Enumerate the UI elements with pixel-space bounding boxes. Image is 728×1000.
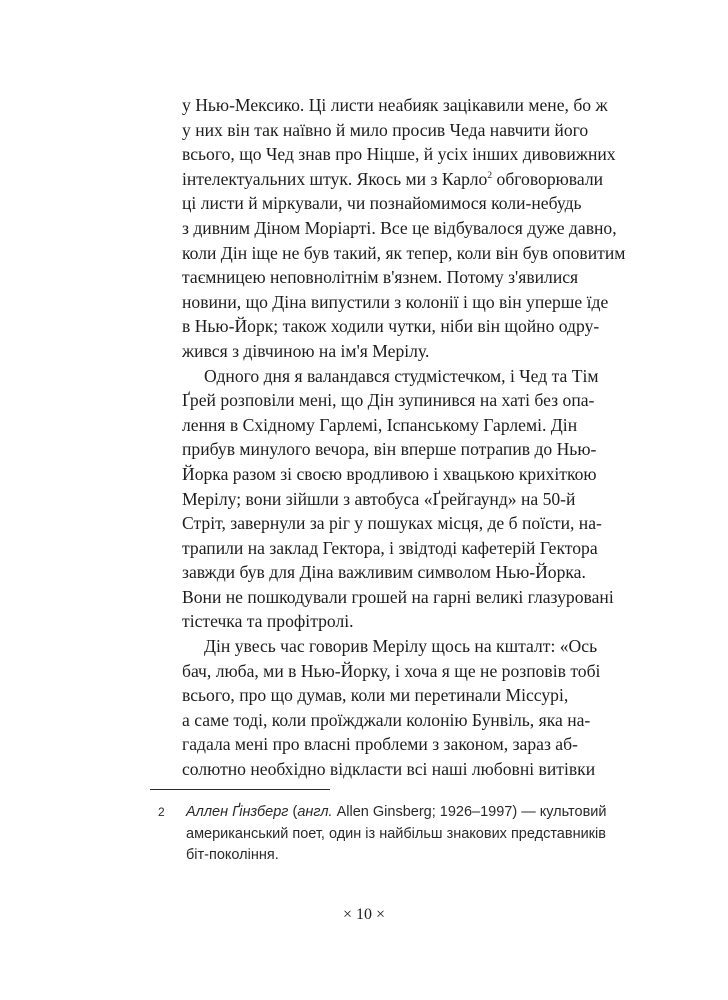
text-line: гадала мені про власні проблеми з законом, зараз аб-: [182, 734, 578, 755]
text-line: новини, що Діна випустили з колонії і що він уперше їде: [182, 291, 609, 312]
text-line: у них він так наївно й мило просив Чеда навчити його: [182, 119, 589, 140]
text-line: всього, що Чед знав про Ніцше, й усіх інших дивовижних: [182, 144, 616, 165]
footnote-dates: ; 1926–1997) — культовий: [431, 804, 607, 820]
text-line: Вони не пошкодували грошей на гарні великі глазуровані: [182, 586, 614, 607]
text-line-with-footnote-ref: [182, 167, 604, 192]
text-line: Йорка разом зі своєю вродливою і хвацькою крихіткою: [182, 463, 597, 484]
footnote-number: 2: [158, 805, 165, 819]
paragraph-start-line: Одного дня я валандався студмістечком, і Чед та Тім: [204, 365, 599, 386]
text-line: таємницею неповнолітнім в'язнем. Потому з'явилися: [182, 267, 579, 288]
footnote-original-name: Allen Ginsberg: [336, 804, 432, 820]
text-line: прибув минулого вечора, він вперше потрапив до Нью-: [182, 439, 597, 460]
paragraph-start-line: Дін увесь час говорив Мерілу щось на кшталт: «Ось: [204, 636, 598, 657]
text-line: Стріт, завернули за ріг у пошуках місця, де б поїсти, на-: [182, 513, 602, 534]
text-line: трапили на заклад Гектора, і звідтоді кафетерій Гектора: [182, 537, 598, 558]
text-line: всього, про що думав, коли ми перетинали Міссурі,: [182, 685, 569, 706]
footnote-name: Аллен Ґінзберг: [186, 804, 289, 820]
text-line: а саме тоді, коли проїжджали колонію Бунвіль, яка на-: [182, 709, 591, 730]
footnote-line: [186, 802, 607, 824]
footnote-line: біт-покоління.: [186, 847, 279, 863]
text-line: лення в Східному Гарлемі, Іспанському Гарлемі. Дін: [182, 414, 578, 435]
text-line: у Нью-Мексико. Ці листи неабияк зацікавили мене, бо ж: [182, 95, 608, 115]
text-line: завжди був для Діна важливим символом Нью-Йорка.: [182, 562, 586, 583]
footnote-divider: [150, 789, 330, 790]
paragraph-end-line: тістечка та профітролі.: [182, 611, 354, 632]
text-fragment: інтелектуальних штук. Якось ми з Карло: [182, 168, 488, 189]
page-number: × 10 ×: [342, 906, 386, 923]
text-line: ці листи й міркували, чи познайомимося коли-небудь: [182, 193, 582, 214]
main-text: [182, 93, 626, 782]
text-line: Ґрей розповіли мені, що Дін зупинився на хаті без опа-: [182, 390, 595, 411]
footnote-line: американський поет, один із найбільш знакових представників: [186, 825, 606, 842]
text-line: з дивним Діном Моріарті. Все це відбувалося дуже давно,: [182, 217, 617, 238]
footnote-reference[interactable]: 2: [487, 169, 493, 181]
text-fragment: обговорювали: [496, 168, 604, 189]
footnote-open-paren: (: [292, 804, 298, 820]
text-line: Мерілу; вони зійшли з автобуса «Ґрейгаунд» на 50-й: [182, 488, 576, 509]
text-line: в Нью-Йорк; також ходили чутки, ніби він щойно одру-: [182, 316, 600, 337]
footnote-body: [186, 802, 607, 867]
footnote-lang-abbr: англ.: [297, 804, 333, 820]
footnote: [158, 802, 607, 867]
text-line: солютно необхідно відкласти всі наші любовні витівки: [182, 759, 596, 780]
text-line: бач, люба, ми в Нью-Йорку, і хоча я ще не розповів тобі: [182, 660, 601, 681]
paragraph-end-line: жився з дівчиною на ім'я Мерілу.: [182, 340, 430, 361]
text-line: коли Дін іще не був такий, як тепер, коли він був оповитим: [182, 242, 626, 263]
